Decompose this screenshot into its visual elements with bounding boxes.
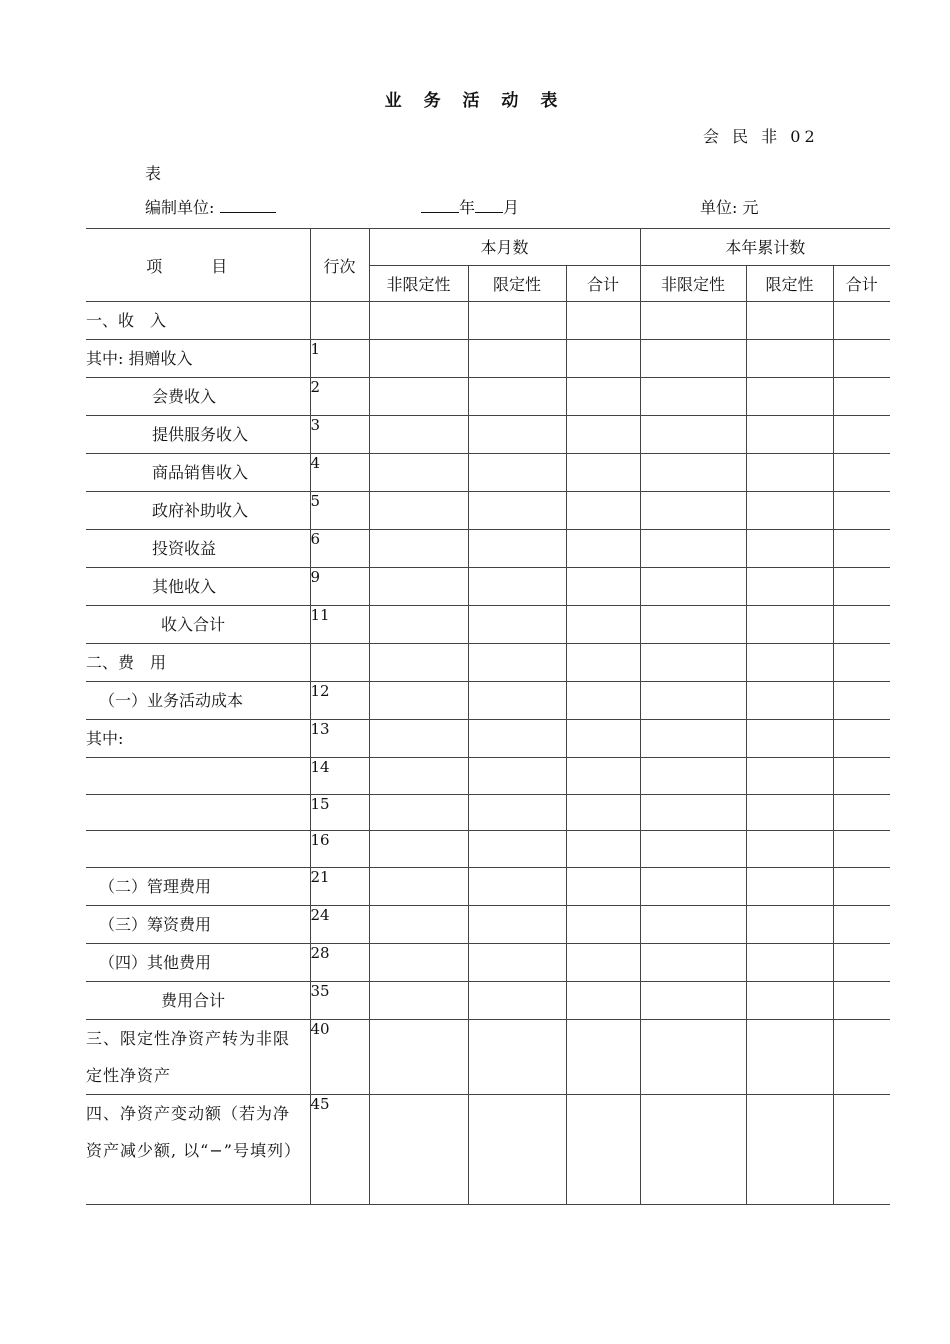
cell-ytd-total[interactable] bbox=[833, 831, 890, 868]
cell-month-total[interactable] bbox=[566, 378, 640, 416]
currency-unit: 单位: 元 bbox=[700, 198, 759, 217]
row-item-label: 一、收 入 bbox=[86, 302, 310, 340]
cell-ytd-total[interactable] bbox=[833, 492, 890, 530]
cell-month-unrestricted[interactable] bbox=[369, 831, 468, 868]
cell-month-total[interactable] bbox=[566, 981, 640, 1019]
cell-ytd-restricted[interactable] bbox=[746, 644, 833, 682]
cell-ytd-unrestricted[interactable] bbox=[640, 831, 746, 868]
table-row bbox=[86, 606, 890, 644]
cell-month-total[interactable] bbox=[566, 606, 640, 644]
cell-month-total[interactable] bbox=[566, 492, 640, 530]
cell-ytd-unrestricted[interactable] bbox=[640, 340, 746, 378]
year-label: 年 bbox=[459, 198, 476, 217]
cell-ytd-unrestricted[interactable] bbox=[640, 981, 746, 1019]
cell-ytd-unrestricted[interactable] bbox=[640, 302, 746, 340]
cell-ytd-unrestricted[interactable] bbox=[640, 794, 746, 831]
row-item-label: 其中: bbox=[86, 720, 310, 758]
table-row bbox=[86, 644, 890, 682]
table-row bbox=[86, 302, 890, 340]
cell-month-unrestricted[interactable] bbox=[369, 720, 468, 758]
table-row bbox=[86, 378, 890, 416]
cell-month-unrestricted[interactable] bbox=[369, 530, 468, 568]
cell-month-restricted[interactable] bbox=[468, 606, 566, 644]
row-line-number: 15 bbox=[310, 794, 369, 831]
cell-ytd-restricted[interactable] bbox=[746, 530, 833, 568]
cell-month-total[interactable] bbox=[566, 340, 640, 378]
row-line-number: 11 bbox=[310, 606, 369, 644]
cell-ytd-restricted[interactable] bbox=[746, 905, 833, 943]
header-month-total: 合计 bbox=[566, 265, 640, 302]
cell-ytd-restricted[interactable] bbox=[746, 416, 833, 454]
row-line-number: 14 bbox=[310, 758, 369, 795]
header-month-unrestricted: 非限定性 bbox=[369, 265, 468, 302]
cell-ytd-restricted[interactable] bbox=[746, 867, 833, 905]
cell-ytd-total[interactable] bbox=[833, 943, 890, 981]
cell-month-total[interactable] bbox=[566, 454, 640, 492]
cell-month-total[interactable] bbox=[566, 758, 640, 795]
cell-ytd-total[interactable] bbox=[833, 794, 890, 831]
cell-ytd-total[interactable] bbox=[833, 981, 890, 1019]
cell-ytd-total[interactable] bbox=[833, 905, 890, 943]
cell-month-restricted[interactable] bbox=[468, 1094, 566, 1204]
table-row bbox=[86, 720, 890, 758]
cell-ytd-restricted[interactable] bbox=[746, 378, 833, 416]
cell-ytd-unrestricted[interactable] bbox=[640, 1094, 746, 1204]
cell-month-restricted[interactable] bbox=[468, 454, 566, 492]
cell-month-unrestricted[interactable] bbox=[369, 794, 468, 831]
row-line-number: 16 bbox=[310, 831, 369, 868]
cell-month-total[interactable] bbox=[566, 831, 640, 868]
cell-month-restricted[interactable] bbox=[468, 867, 566, 905]
cell-month-restricted[interactable] bbox=[468, 492, 566, 530]
row-item-label: 二、费 用 bbox=[86, 644, 310, 682]
year-field[interactable] bbox=[421, 198, 459, 213]
cell-ytd-restricted[interactable] bbox=[746, 454, 833, 492]
row-line-number: 13 bbox=[310, 720, 369, 758]
cell-month-restricted[interactable] bbox=[468, 758, 566, 795]
cell-ytd-restricted[interactable] bbox=[746, 606, 833, 644]
month-label: 月 bbox=[503, 198, 520, 217]
form-code: 会 民 非 02 bbox=[703, 127, 819, 146]
cell-ytd-total[interactable] bbox=[833, 568, 890, 606]
cell-ytd-unrestricted[interactable] bbox=[640, 682, 746, 720]
cell-month-unrestricted[interactable] bbox=[369, 1094, 468, 1204]
header-line-no: 行次 bbox=[310, 229, 369, 302]
cell-month-unrestricted[interactable] bbox=[369, 454, 468, 492]
table-row bbox=[86, 492, 890, 530]
row-item-label: 投资收益 bbox=[86, 530, 310, 568]
cell-month-restricted[interactable] bbox=[468, 644, 566, 682]
table-row bbox=[86, 758, 890, 795]
cell-ytd-total[interactable] bbox=[833, 454, 890, 492]
cell-ytd-unrestricted[interactable] bbox=[640, 720, 746, 758]
row-item-label: （三）筹资费用 bbox=[86, 905, 310, 943]
row-line-number bbox=[310, 302, 369, 340]
cell-ytd-restricted[interactable] bbox=[746, 831, 833, 868]
cell-month-unrestricted[interactable] bbox=[369, 302, 468, 340]
row-line-number: 5 bbox=[310, 492, 369, 530]
cell-month-unrestricted[interactable] bbox=[369, 568, 468, 606]
month-field[interactable] bbox=[475, 198, 503, 213]
cell-month-restricted[interactable] bbox=[468, 568, 566, 606]
table-body bbox=[86, 302, 890, 1205]
cell-ytd-restricted[interactable] bbox=[746, 302, 833, 340]
cell-ytd-restricted[interactable] bbox=[746, 568, 833, 606]
cell-month-total[interactable] bbox=[566, 568, 640, 606]
row-item-label: 其他收入 bbox=[86, 568, 310, 606]
header-ytd-restricted: 限定性 bbox=[746, 265, 833, 302]
cell-month-total[interactable] bbox=[566, 644, 640, 682]
table-row bbox=[86, 943, 890, 981]
row-item-label bbox=[86, 831, 310, 868]
cell-ytd-total[interactable] bbox=[833, 340, 890, 378]
cell-ytd-restricted[interactable] bbox=[746, 981, 833, 1019]
cell-month-total[interactable] bbox=[566, 302, 640, 340]
cell-ytd-restricted[interactable] bbox=[746, 794, 833, 831]
cell-ytd-restricted[interactable] bbox=[746, 943, 833, 981]
row-line-number: 9 bbox=[310, 568, 369, 606]
cell-ytd-total[interactable] bbox=[833, 720, 890, 758]
row-item-label: （一）业务活动成本 bbox=[86, 682, 310, 720]
table-row bbox=[86, 568, 890, 606]
header-year-to-date: 本年累计数 bbox=[640, 229, 890, 266]
cell-ytd-total[interactable] bbox=[833, 530, 890, 568]
row-line-number: 3 bbox=[310, 416, 369, 454]
table-row bbox=[86, 1094, 890, 1204]
row-line-number: 1 bbox=[310, 340, 369, 378]
cell-month-restricted[interactable] bbox=[468, 831, 566, 868]
cell-ytd-total[interactable] bbox=[833, 758, 890, 795]
cell-ytd-unrestricted[interactable] bbox=[640, 606, 746, 644]
cell-ytd-unrestricted[interactable] bbox=[640, 492, 746, 530]
row-line-number: 4 bbox=[310, 454, 369, 492]
row-item-label bbox=[86, 794, 310, 831]
table-row bbox=[86, 416, 890, 454]
table-row bbox=[86, 454, 890, 492]
cell-month-total[interactable] bbox=[566, 1094, 640, 1204]
cell-month-restricted[interactable] bbox=[468, 416, 566, 454]
cell-ytd-restricted[interactable] bbox=[746, 720, 833, 758]
cell-ytd-restricted[interactable] bbox=[746, 758, 833, 795]
table-row bbox=[86, 867, 890, 905]
row-item-label: 四、净资产变动额（若为净资产减少额, 以“−”号填列） bbox=[86, 1094, 310, 1204]
cell-ytd-total[interactable] bbox=[833, 682, 890, 720]
row-line-number: 35 bbox=[310, 981, 369, 1019]
cell-month-unrestricted[interactable] bbox=[369, 378, 468, 416]
cell-ytd-unrestricted[interactable] bbox=[640, 530, 746, 568]
cell-ytd-unrestricted[interactable] bbox=[640, 867, 746, 905]
cell-month-restricted[interactable] bbox=[468, 340, 566, 378]
row-item-label: 商品销售收入 bbox=[86, 454, 310, 492]
table-row bbox=[86, 1019, 890, 1094]
cell-month-total[interactable] bbox=[566, 794, 640, 831]
header-item: 项 目 bbox=[86, 229, 310, 302]
cell-ytd-total[interactable] bbox=[833, 416, 890, 454]
cell-month-total[interactable] bbox=[566, 530, 640, 568]
table-row bbox=[86, 981, 890, 1019]
cell-month-restricted[interactable] bbox=[468, 905, 566, 943]
row-item-label: 提供服务收入 bbox=[86, 416, 310, 454]
cell-month-restricted[interactable] bbox=[468, 682, 566, 720]
cell-month-unrestricted[interactable] bbox=[369, 867, 468, 905]
cell-ytd-restricted[interactable] bbox=[746, 492, 833, 530]
header-month-restricted: 限定性 bbox=[468, 265, 566, 302]
row-item-label: 三、限定性净资产转为非限定性净资产 bbox=[86, 1019, 310, 1094]
cell-month-restricted[interactable] bbox=[468, 530, 566, 568]
table-row bbox=[86, 831, 890, 868]
preparing-unit bbox=[145, 195, 276, 218]
cell-month-restricted[interactable] bbox=[468, 1019, 566, 1094]
row-item-label bbox=[86, 758, 310, 795]
cell-ytd-total[interactable] bbox=[833, 606, 890, 644]
cell-month-total[interactable] bbox=[566, 682, 640, 720]
table-row bbox=[86, 682, 890, 720]
cell-month-restricted[interactable] bbox=[468, 720, 566, 758]
cell-ytd-restricted[interactable] bbox=[746, 340, 833, 378]
row-item-label: 费用合计 bbox=[86, 981, 310, 1019]
cell-month-unrestricted[interactable] bbox=[369, 1019, 468, 1094]
header-ytd-unrestricted: 非限定性 bbox=[640, 265, 746, 302]
row-item-label: 其中: 捐赠收入 bbox=[86, 340, 310, 378]
cell-month-total[interactable] bbox=[566, 720, 640, 758]
table-row bbox=[86, 530, 890, 568]
cell-ytd-total[interactable] bbox=[833, 1094, 890, 1204]
row-line-number bbox=[310, 644, 369, 682]
activity-table bbox=[86, 228, 890, 1205]
form-code-suffix: 表 bbox=[145, 164, 162, 183]
header-ytd-total: 合计 bbox=[833, 265, 890, 302]
cell-month-unrestricted[interactable] bbox=[369, 758, 468, 795]
cell-month-total[interactable] bbox=[566, 1019, 640, 1094]
row-item-label: 政府补助收入 bbox=[86, 492, 310, 530]
cell-month-unrestricted[interactable] bbox=[369, 492, 468, 530]
preparing-unit-label: 编制单位: bbox=[145, 198, 215, 217]
cell-month-unrestricted[interactable] bbox=[369, 905, 468, 943]
cell-month-unrestricted[interactable] bbox=[369, 606, 468, 644]
report-period bbox=[421, 195, 519, 218]
row-line-number: 45 bbox=[310, 1094, 369, 1204]
cell-ytd-total[interactable] bbox=[833, 644, 890, 682]
table-row bbox=[86, 794, 890, 831]
cell-month-restricted[interactable] bbox=[468, 794, 566, 831]
cell-ytd-unrestricted[interactable] bbox=[640, 758, 746, 795]
cell-month-total[interactable] bbox=[566, 943, 640, 981]
cell-month-restricted[interactable] bbox=[468, 378, 566, 416]
cell-ytd-restricted[interactable] bbox=[746, 682, 833, 720]
row-item-label: 会费收入 bbox=[86, 378, 310, 416]
row-line-number: 28 bbox=[310, 943, 369, 981]
cell-ytd-unrestricted[interactable] bbox=[640, 943, 746, 981]
row-item-label: （二）管理费用 bbox=[86, 867, 310, 905]
cell-ytd-total[interactable] bbox=[833, 302, 890, 340]
cell-ytd-total[interactable] bbox=[833, 867, 890, 905]
cell-month-restricted[interactable] bbox=[468, 943, 566, 981]
row-line-number: 2 bbox=[310, 378, 369, 416]
cell-ytd-unrestricted[interactable] bbox=[640, 1019, 746, 1094]
cell-month-restricted[interactable] bbox=[468, 981, 566, 1019]
row-line-number: 24 bbox=[310, 905, 369, 943]
cell-ytd-total[interactable] bbox=[833, 1019, 890, 1094]
cell-month-unrestricted[interactable] bbox=[369, 981, 468, 1019]
cell-month-total[interactable] bbox=[566, 905, 640, 943]
row-line-number: 12 bbox=[310, 682, 369, 720]
cell-month-unrestricted[interactable] bbox=[369, 416, 468, 454]
preparing-unit-field[interactable] bbox=[220, 198, 276, 213]
cell-month-total[interactable] bbox=[566, 867, 640, 905]
header-current-month: 本月数 bbox=[369, 229, 640, 266]
report-title: 业 务 活 动 表 bbox=[384, 91, 566, 111]
cell-ytd-total[interactable] bbox=[833, 378, 890, 416]
row-item-label: 收入合计 bbox=[86, 606, 310, 644]
table-row bbox=[86, 905, 890, 943]
table-row bbox=[86, 340, 890, 378]
cell-month-unrestricted[interactable] bbox=[369, 682, 468, 720]
cell-month-restricted[interactable] bbox=[468, 302, 566, 340]
row-item-label: （四）其他费用 bbox=[86, 943, 310, 981]
cell-ytd-unrestricted[interactable] bbox=[640, 416, 746, 454]
cell-ytd-unrestricted[interactable] bbox=[640, 378, 746, 416]
cell-ytd-restricted[interactable] bbox=[746, 1019, 833, 1094]
cell-ytd-unrestricted[interactable] bbox=[640, 905, 746, 943]
cell-month-unrestricted[interactable] bbox=[369, 644, 468, 682]
cell-month-total[interactable] bbox=[566, 416, 640, 454]
row-line-number: 6 bbox=[310, 530, 369, 568]
cell-ytd-restricted[interactable] bbox=[746, 1094, 833, 1204]
cell-ytd-unrestricted[interactable] bbox=[640, 454, 746, 492]
cell-ytd-unrestricted[interactable] bbox=[640, 568, 746, 606]
row-line-number: 40 bbox=[310, 1019, 369, 1094]
cell-month-unrestricted[interactable] bbox=[369, 943, 468, 981]
cell-ytd-unrestricted[interactable] bbox=[640, 644, 746, 682]
row-line-number: 21 bbox=[310, 867, 369, 905]
cell-month-unrestricted[interactable] bbox=[369, 340, 468, 378]
